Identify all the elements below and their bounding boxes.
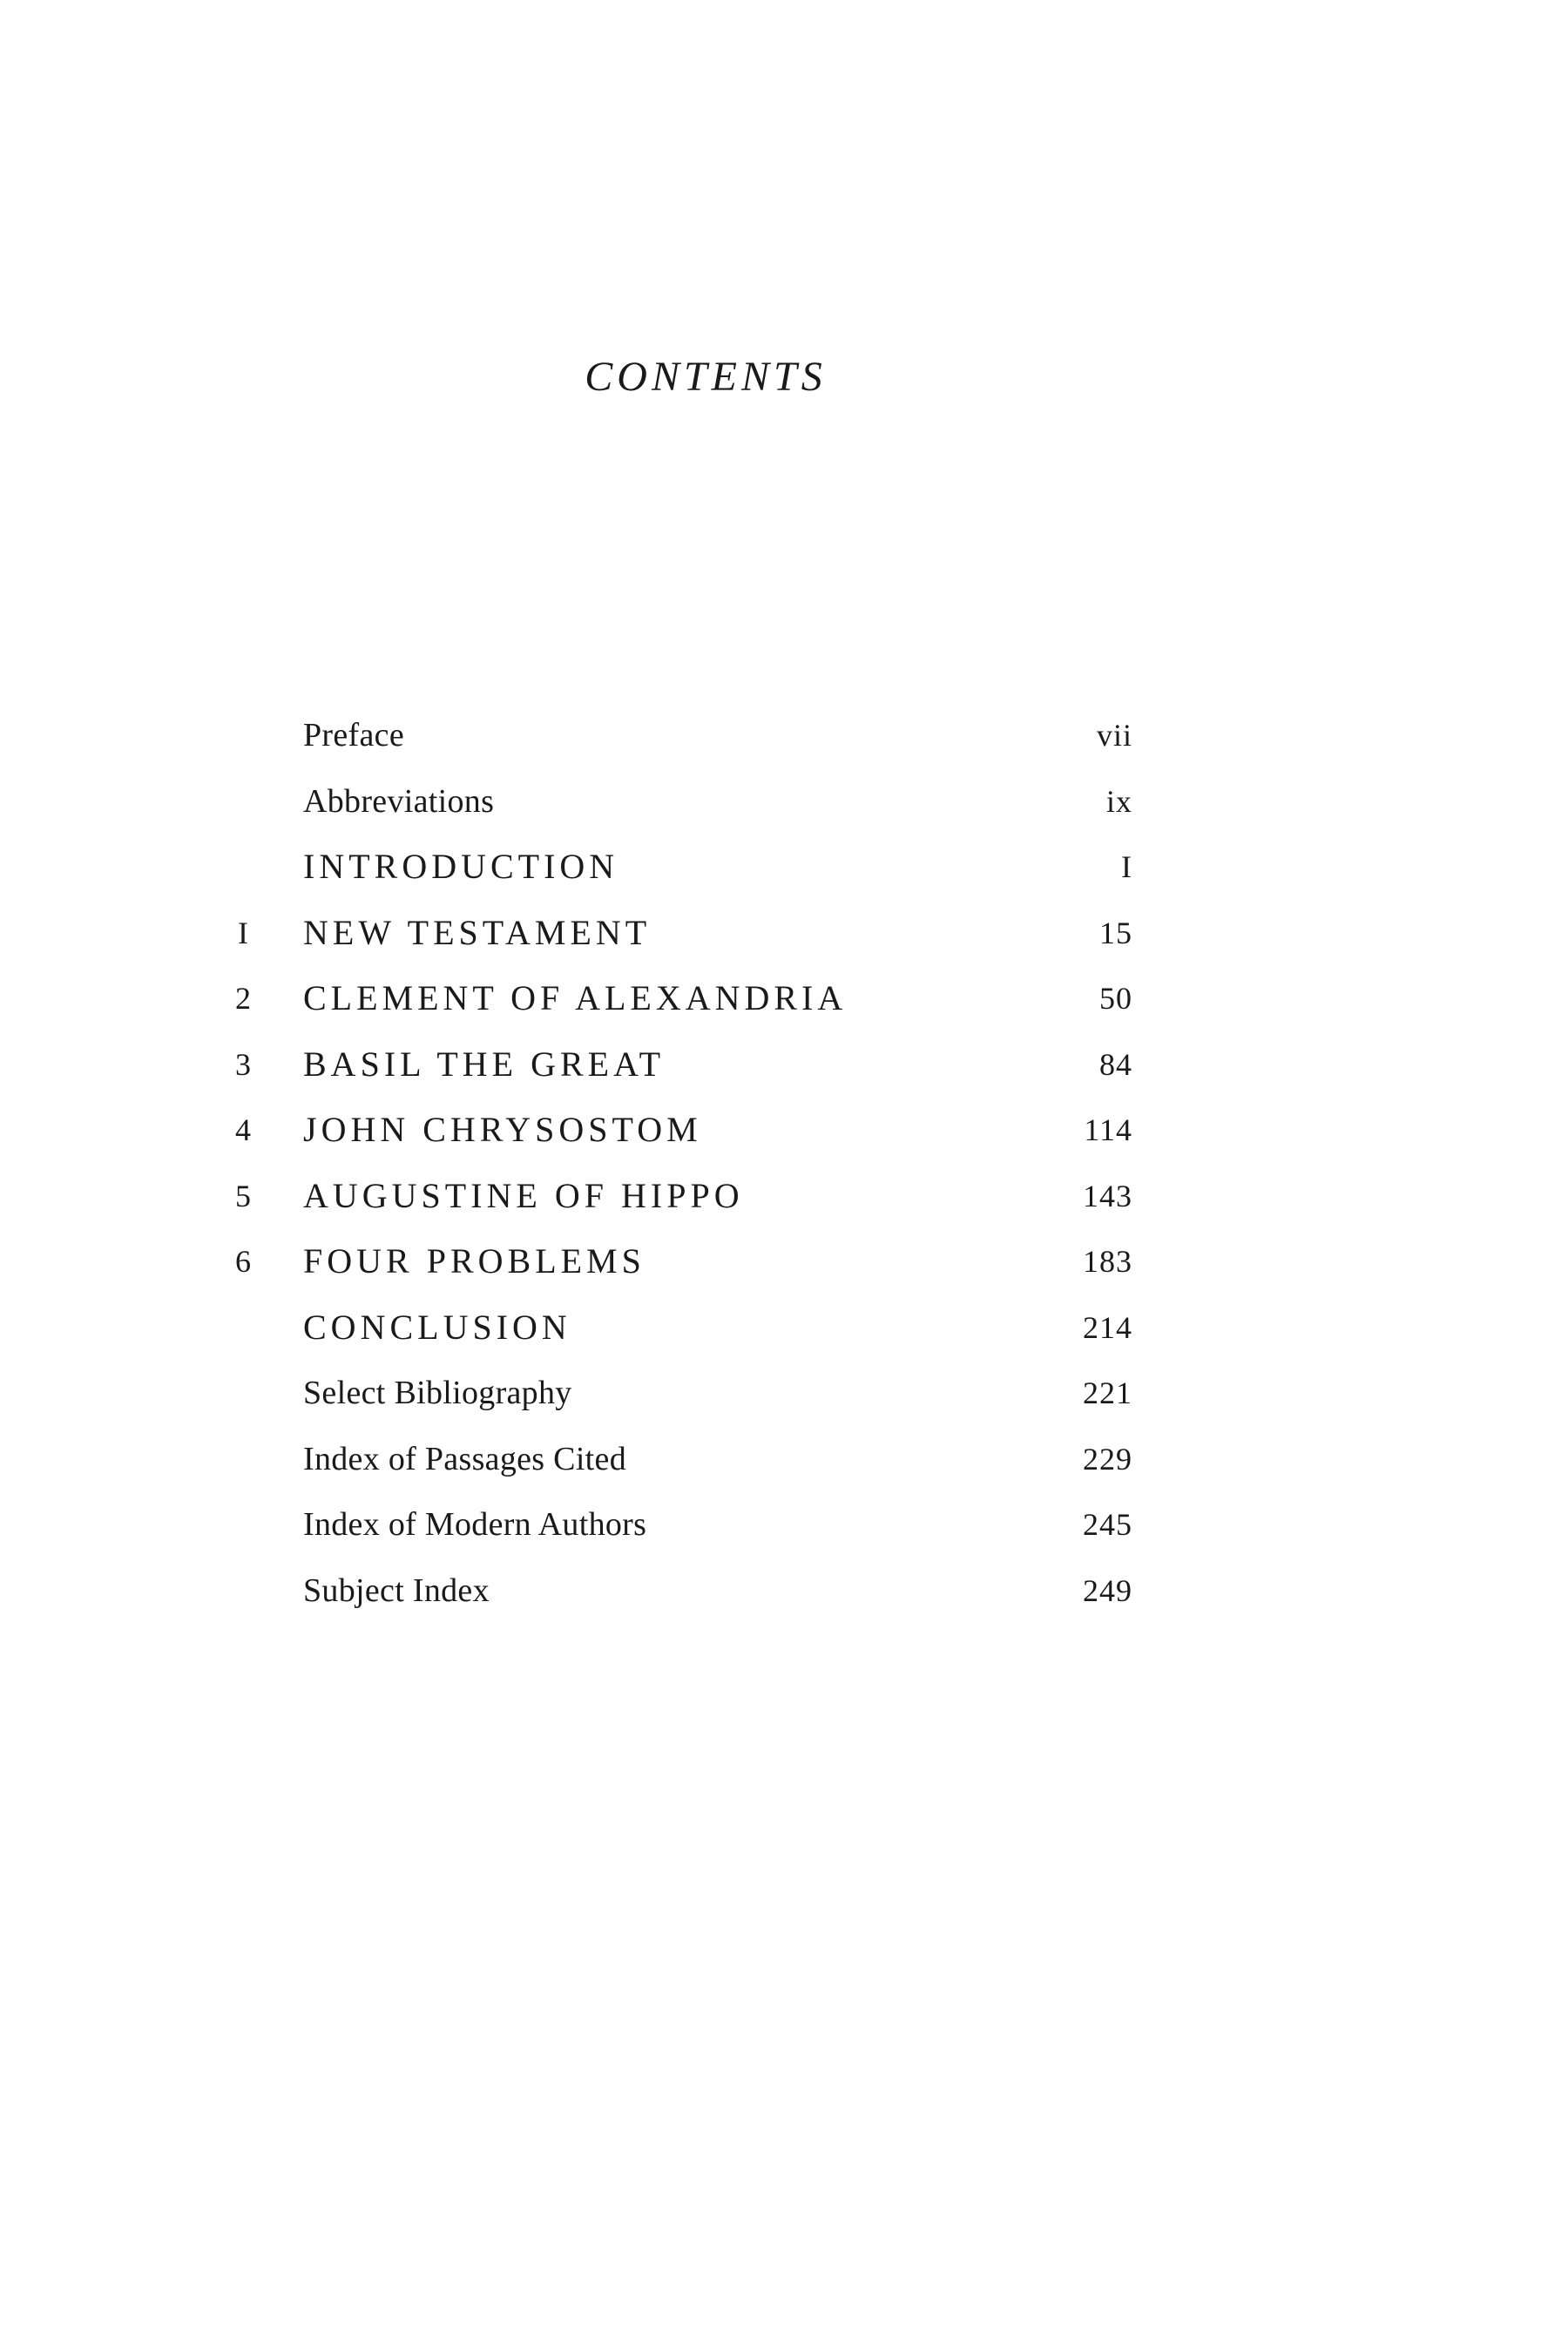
entry-title: INTRODUCTION xyxy=(303,847,619,886)
chapter-number: 5 xyxy=(235,1178,251,1213)
toc-entry-chapter-2 xyxy=(225,967,1132,1033)
entry-title: BASIL THE GREAT xyxy=(303,1044,665,1084)
toc-entry-subject-index xyxy=(225,1559,1132,1625)
page-number: 143 xyxy=(1083,1178,1132,1213)
entry-title: NEW TESTAMENT xyxy=(303,912,652,952)
chapter-number: 6 xyxy=(235,1244,251,1279)
entry-title: Select Bibliography xyxy=(303,1375,572,1411)
toc-entry-chapter-6 xyxy=(225,1230,1132,1296)
entry-title: CONCLUSION xyxy=(303,1307,571,1347)
chapter-number: 2 xyxy=(235,981,251,1016)
toc-entry-index-passages xyxy=(225,1428,1132,1494)
page-number: 183 xyxy=(1083,1244,1132,1279)
toc-entry-conclusion xyxy=(225,1296,1132,1362)
page-number: 221 xyxy=(1083,1375,1132,1410)
page-number: ix xyxy=(1105,783,1132,819)
entry-title: CLEMENT OF ALEXANDRIA xyxy=(303,978,848,1017)
entry-title: Preface xyxy=(303,717,405,754)
page-number: 245 xyxy=(1083,1507,1132,1542)
page-number: 214 xyxy=(1083,1309,1132,1345)
chapter-number: I xyxy=(238,915,248,950)
toc-entry-bibliography xyxy=(225,1362,1132,1428)
entry-title: AUGUSTINE OF HIPPO xyxy=(303,1175,744,1215)
page-title: CONTENTS xyxy=(585,354,827,400)
entry-title: JOHN CHRYSOSTOM xyxy=(303,1110,702,1149)
toc-entry-chapter-5 xyxy=(225,1165,1132,1231)
toc-entry-abbreviations xyxy=(225,770,1132,836)
chapter-number: 3 xyxy=(235,1046,251,1082)
chapter-number: 4 xyxy=(235,1112,251,1147)
page-number: 229 xyxy=(1083,1441,1132,1477)
page-number: 114 xyxy=(1084,1112,1132,1147)
toc-entry-chapter-3 xyxy=(225,1033,1132,1099)
page-number: vii xyxy=(1096,718,1132,753)
page-number: 84 xyxy=(1099,1046,1132,1082)
toc-entry-introduction xyxy=(225,835,1132,902)
entry-title: Subject Index xyxy=(303,1571,490,1609)
entry-title: Index of Passages Cited xyxy=(303,1440,626,1477)
toc-entry-chapter-1 xyxy=(225,902,1132,968)
page-number: 15 xyxy=(1099,915,1132,950)
toc-entry-index-authors xyxy=(225,1493,1132,1559)
toc-entry-preface xyxy=(225,704,1132,770)
page-number: I xyxy=(1121,849,1132,884)
toc-entry-chapter-4 xyxy=(225,1098,1132,1165)
entry-title: Abbreviations xyxy=(303,782,495,820)
entry-title: Index of Modern Authors xyxy=(303,1506,647,1543)
table-of-contents xyxy=(225,704,1132,1625)
entry-title: FOUR PROBLEMS xyxy=(303,1241,645,1281)
page-number: 50 xyxy=(1099,981,1132,1016)
page-number: 249 xyxy=(1083,1572,1132,1608)
